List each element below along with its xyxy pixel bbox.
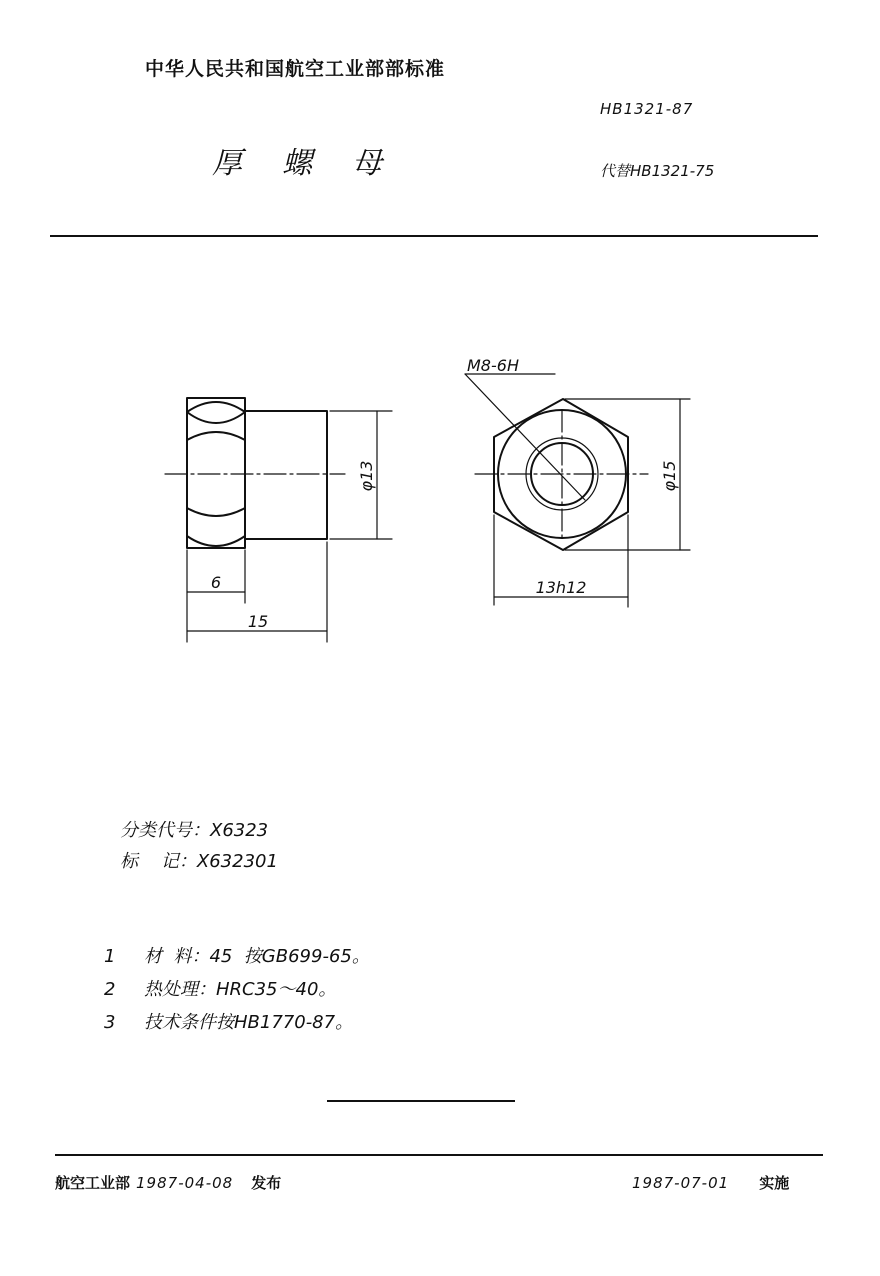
footer-issue bbox=[55, 1172, 281, 1193]
side-view-cylinder bbox=[245, 411, 327, 539]
standard-number: HB1321-87 bbox=[600, 100, 694, 118]
width-across-flats-label: 13h12 bbox=[535, 578, 587, 597]
dia-13-label: φ13 bbox=[357, 460, 376, 492]
issuer: 航空工业部 bbox=[55, 1174, 131, 1192]
nut-technical-drawing bbox=[0, 330, 880, 660]
issue-date: 1987-04-08 bbox=[136, 1174, 234, 1192]
note-item: 1 材 料：45 按GB699-65。 bbox=[104, 946, 370, 967]
classification-mark: 标 记：X632301 bbox=[120, 851, 278, 872]
organization-heading: 中华人民共和国航空工业部部标准 bbox=[145, 58, 446, 80]
technical-notes bbox=[104, 940, 370, 1039]
note-item: 2 热处理：HRC35～40。 bbox=[104, 979, 337, 1000]
dia-15-label: φ15 bbox=[660, 460, 679, 492]
note-item: 3 技术条件按HB1770-87。 bbox=[104, 1012, 354, 1033]
effective-date: 1987-07-01 bbox=[632, 1174, 730, 1192]
implement-label: 实施 bbox=[759, 1174, 790, 1192]
classification-block bbox=[120, 815, 278, 877]
header-rule bbox=[50, 235, 818, 237]
thread-leader bbox=[465, 374, 585, 500]
thread-label: M8-6H bbox=[467, 356, 519, 375]
side-view-hex bbox=[187, 398, 245, 548]
dim-6-dimension bbox=[187, 550, 245, 642]
document-title: 厚螺母 bbox=[212, 146, 422, 181]
end-rule bbox=[327, 1100, 515, 1102]
footer-effective bbox=[632, 1172, 789, 1193]
dim-6-label: 6 bbox=[210, 573, 222, 592]
replaces-standard: 代替HB1321-75 bbox=[600, 162, 715, 180]
publish-label: 发布 bbox=[251, 1174, 282, 1192]
dim-15-label: 15 bbox=[247, 612, 269, 631]
footer-rule bbox=[55, 1154, 823, 1156]
classification-code: 分类代号：X6323 bbox=[120, 820, 269, 841]
